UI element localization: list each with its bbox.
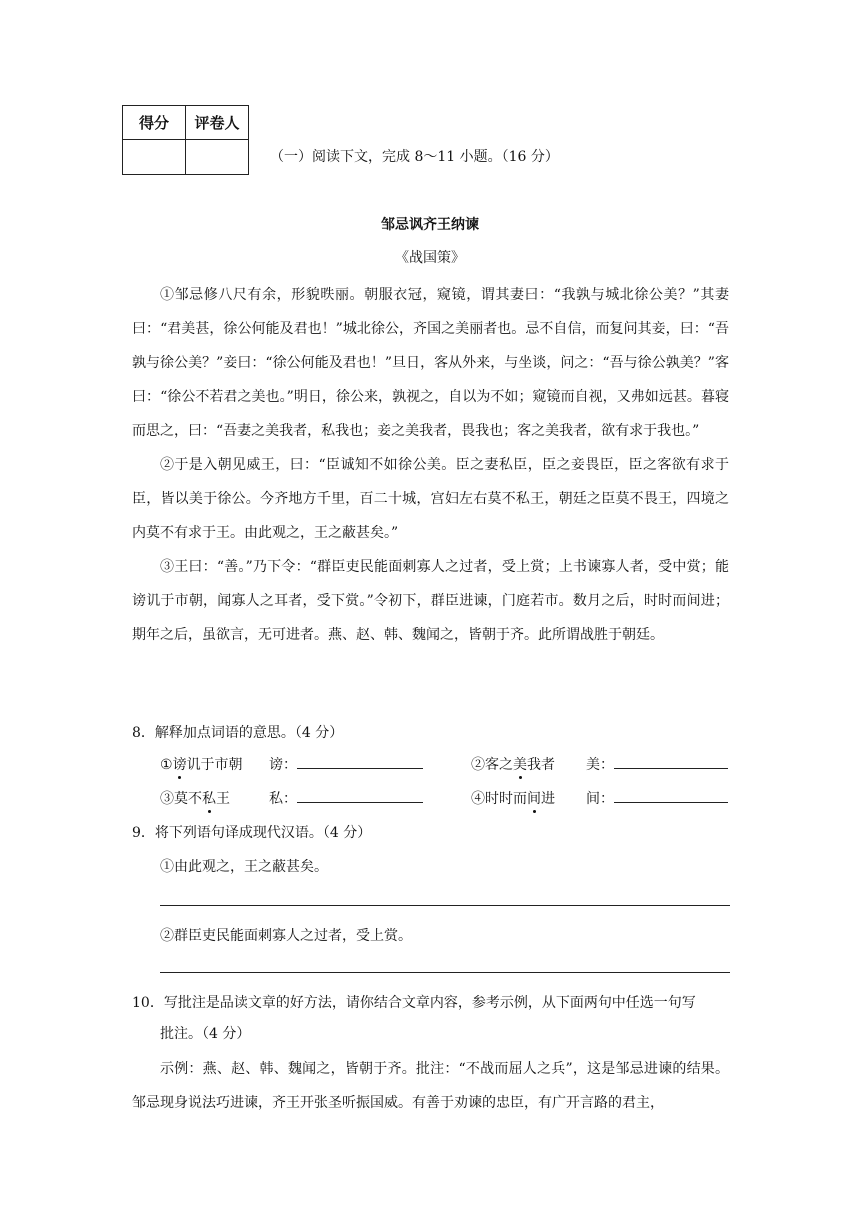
doc-title: 邹忌讽齐王纳谏: [381, 217, 479, 233]
dotted-word: 美: [513, 754, 527, 774]
dotted-word: 私: [202, 788, 216, 808]
answer-blank[interactable]: [614, 788, 728, 803]
passage: [132, 278, 729, 652]
q8-item-1-answer: 谤：: [269, 754, 423, 774]
passage-paragraph-2: ②于是入朝见威王，曰：“臣诚知不如徐公美。臣之妻私臣，臣之妾畏臣，臣之客欲有求于臣，皆以美于徐公。今齐地方千里，百二十城，宫妇左右莫不私王，朝廷之臣莫不畏王，四境之内莫不有求于王。由此观之，王之蔽甚矣。”: [132, 457, 729, 541]
score-table: [122, 105, 249, 175]
passage-paragraph-1: ①邹忌修八尺有余，形貌昳丽。朝服衣冠，窥镜，谓其妻曰：“我孰与城北徐公美？”其妻曰：“君美甚，徐公何能及君也！”城北徐公，齐国之美丽者也。忌不自信，而复问其妾，曰：“吾孰与徐公美？”妾曰：“徐公何能及君也！”旦日，客从外来，与坐谈，问之：“吾与徐公孰美？”客曰：“徐公不若君之美也。”明日，徐公来，孰视之，自以为不如；窥镜而自视，又弗如远甚。暮寝而思之，曰：“吾妻之美我者，私我也；妾之美我者，畏我也；客之美我者，欲有求于我也。”: [132, 287, 729, 439]
answer-blank[interactable]: [297, 788, 423, 803]
q9-item-2: ②群臣吏民能面刺寡人之过者，受上赏。: [160, 928, 412, 944]
answer-blank[interactable]: [614, 754, 728, 769]
grader-cell[interactable]: [186, 140, 249, 175]
score-cell[interactable]: [123, 140, 186, 175]
q8-item-3: ③莫不私王: [160, 788, 230, 808]
grader-header: 评卷人: [186, 106, 249, 140]
q10-prompt-cont: 批注。（4 分）: [160, 1026, 251, 1042]
q8-item-3-answer: 私：: [269, 788, 423, 808]
q8-item-4-answer: 间：: [586, 788, 728, 808]
q10-example: [132, 1052, 729, 1120]
section-title: （一）阅读下文，完成 8～11 小题。（16 分）: [270, 149, 559, 165]
q9-answer-line-2[interactable]: [160, 972, 730, 973]
q8-item-2-answer: 美：: [586, 754, 728, 774]
doc-source: 《战国策》: [395, 250, 465, 266]
q9-prompt: 9．将下列语句译成现代汉语。（4 分）: [132, 825, 372, 841]
dotted-word: 间: [527, 788, 541, 808]
q8-item-1: ①谤讥于市朝: [160, 754, 243, 774]
q9-answer-line-1[interactable]: [160, 905, 730, 906]
score-header: 得分: [123, 106, 186, 140]
q10-example-text: 示例：燕、赵、韩、魏闻之，皆朝于齐。批注：“不战而屈人之兵”，这是邹忌进谏的结果。邹忌现身说法巧进谏，齐王开张圣听振国威。有善于劝谏的忠臣，有广开言路的君主，: [132, 1061, 729, 1111]
answer-blank[interactable]: [297, 754, 423, 769]
q8-item-2: ②客之美我者: [471, 754, 555, 774]
q10-prompt: 10．写批注是品读文章的好方法，请你结合文章内容，参考示例，从下面两句中任选一句写: [132, 995, 696, 1011]
q8-prompt: 8．解释加点词语的意思。（4 分）: [132, 725, 344, 741]
dotted-word: 谤: [173, 754, 187, 774]
passage-paragraph-3: ③王曰：“善。”乃下令：“群臣吏民能面刺寡人之过者，受上赏；上书谏寡人者，受中赏；能谤讥于市朝，闻寡人之耳者，受下赏。”令初下，群臣进谏，门庭若市。数月之后，时时而间进；期年之后，虽欲言，无可进者。燕、赵、韩、魏闻之，皆朝于齐。此所谓战胜于朝廷。: [132, 559, 729, 643]
q9-item-1: ①由此观之，王之蔽甚矣。: [160, 859, 328, 875]
q8-item-4: ④时时而间进: [471, 788, 555, 808]
